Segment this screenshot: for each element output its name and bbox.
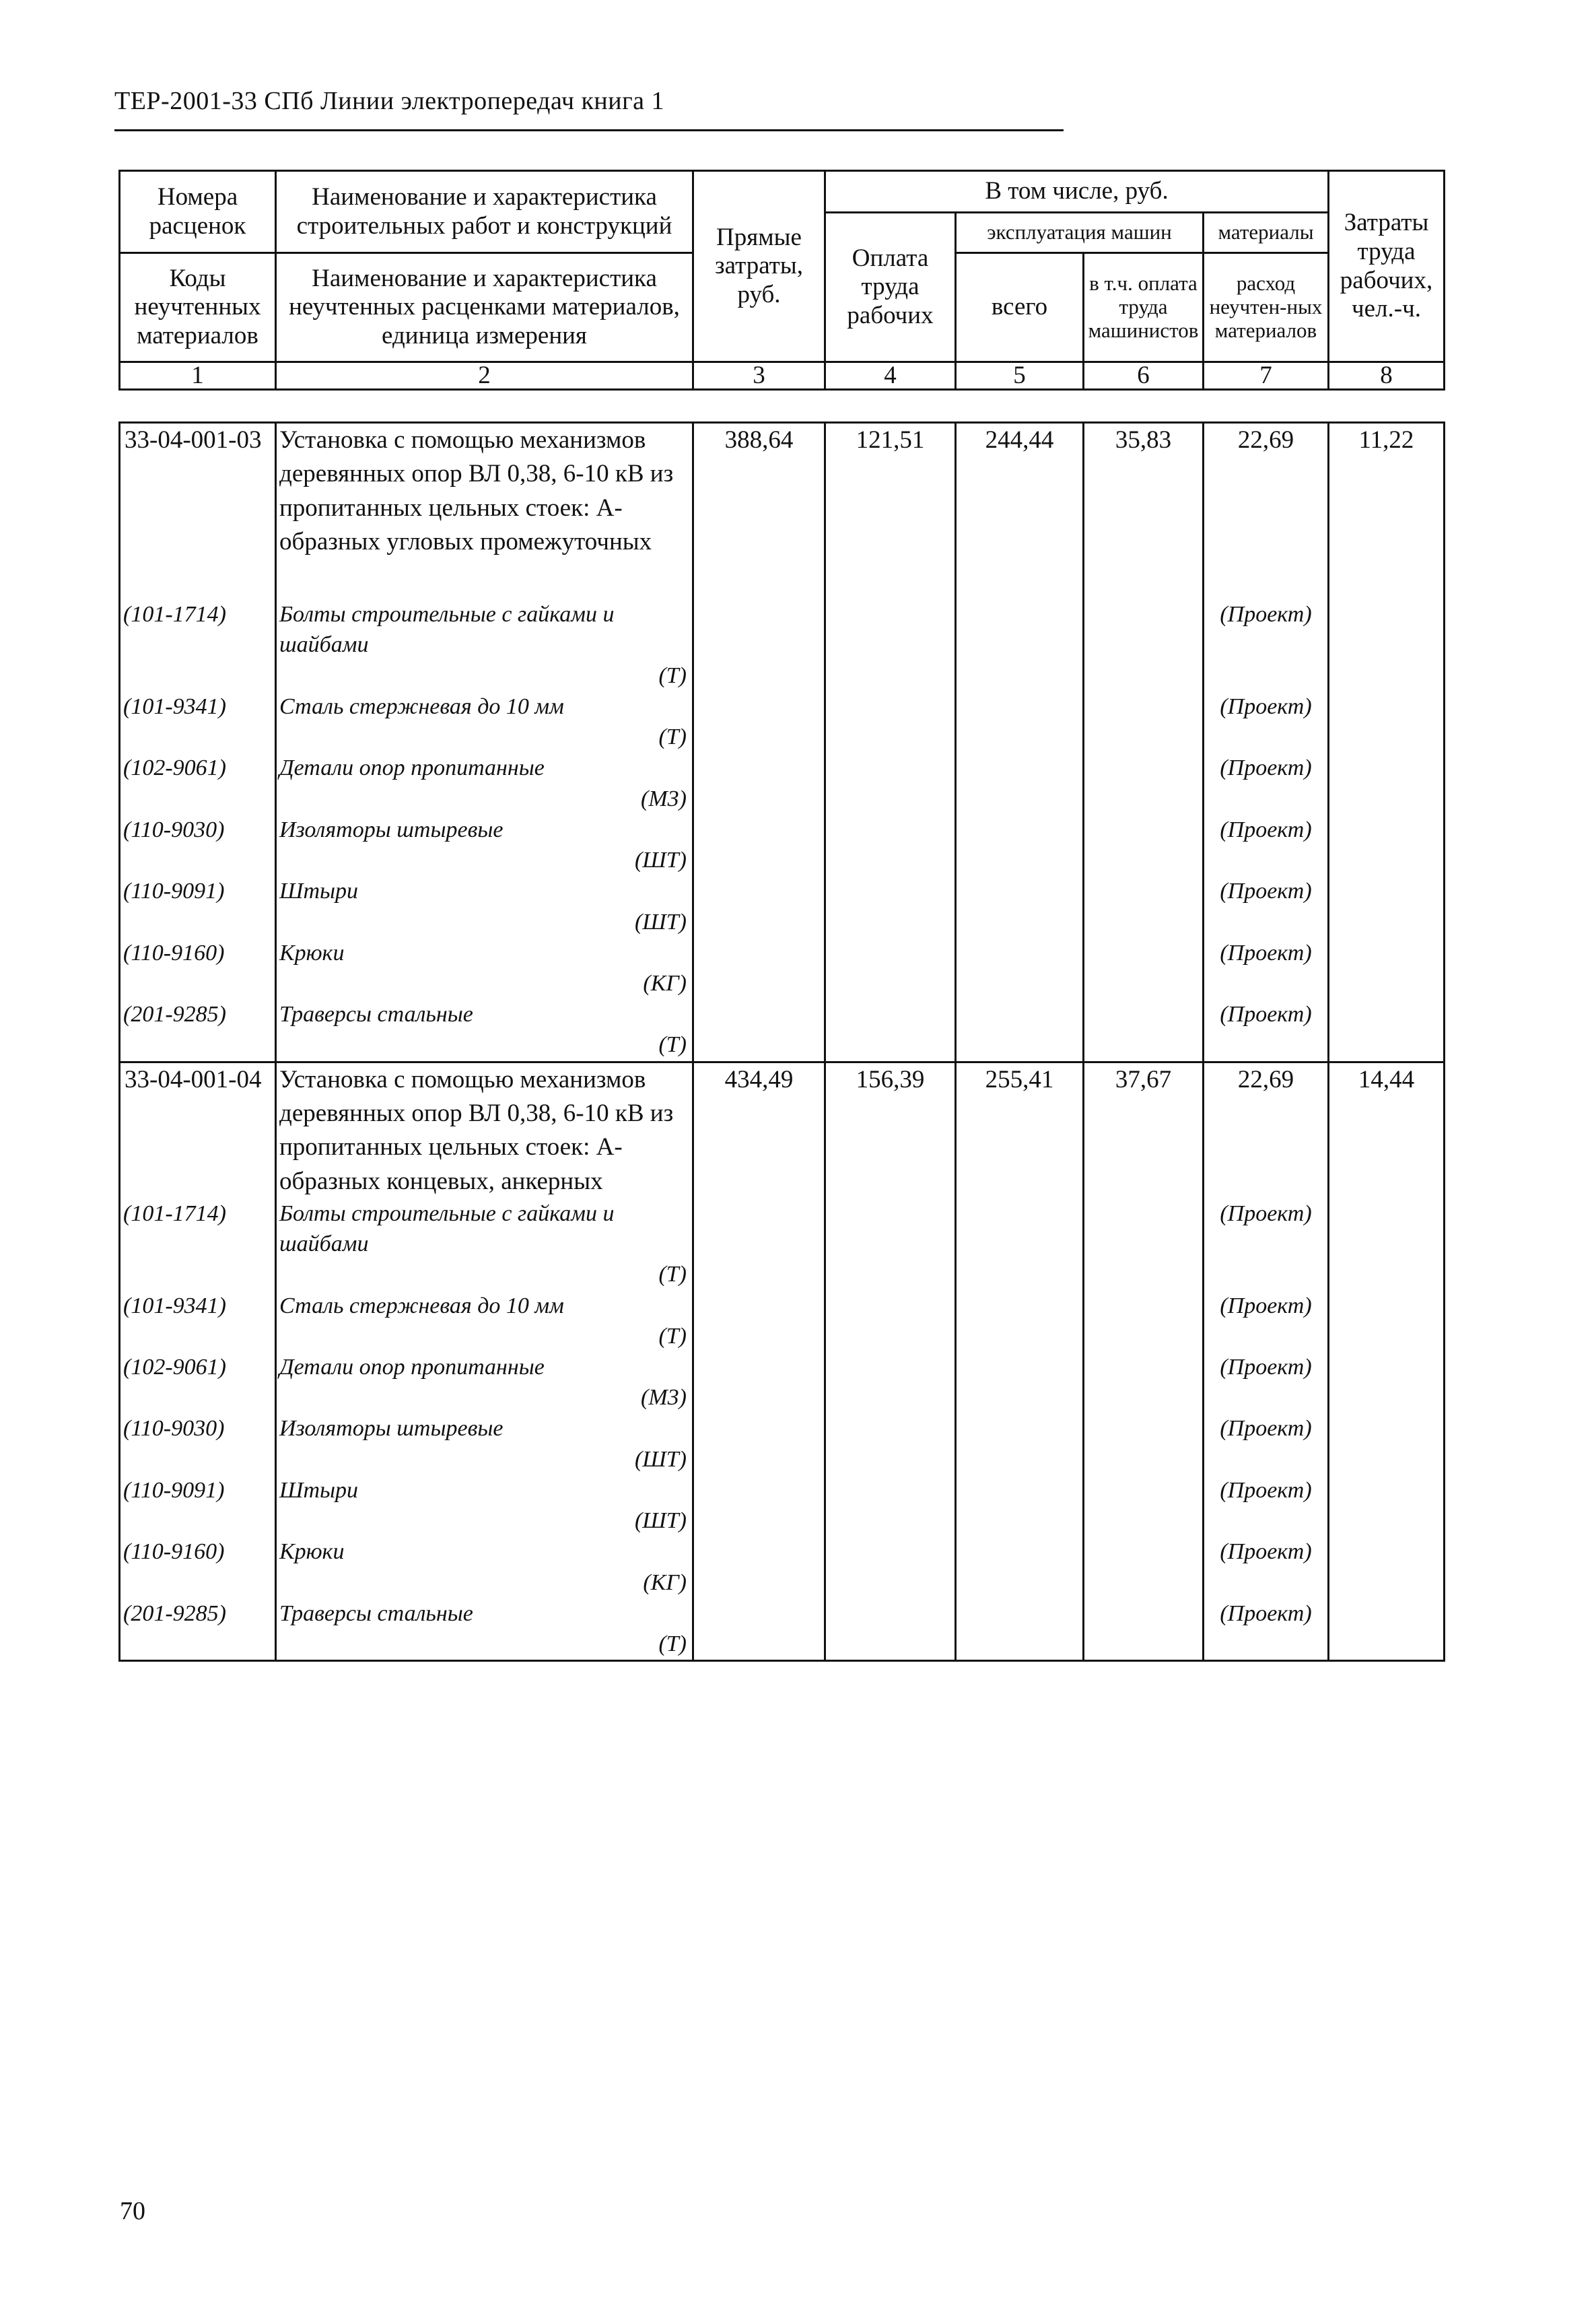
- col-number: 3: [693, 362, 825, 390]
- col-number: 6: [1084, 362, 1204, 390]
- col4-header: Оплата труда рабочих: [825, 213, 956, 362]
- machines-header: эксплуатация машин: [956, 213, 1204, 253]
- material-unit: (КГ): [643, 970, 687, 996]
- material-rate: (Проект): [1204, 1598, 1329, 1661]
- material-unit: (М3): [641, 786, 687, 811]
- material-code: (102-9061): [120, 1352, 276, 1413]
- rate-name: Установка с помощью механизмов деревянных опор ВЛ 0,38, 6-10 кВ из пропитанных цельных стоек: А-образных концевых, анкерных: [276, 1062, 693, 1198]
- material-rate: (Проект): [1204, 876, 1329, 937]
- col-number: 5: [956, 362, 1084, 390]
- col7-header: расход неучтен-ных материалов: [1204, 253, 1329, 362]
- material-unit: (ШТ): [634, 1508, 687, 1534]
- labor-cost: 121,51: [825, 423, 956, 560]
- material-row: [120, 691, 1445, 753]
- col1-top-header: Номера расценок: [120, 171, 276, 253]
- material-row: [120, 753, 1445, 814]
- rate-row: [120, 423, 1445, 560]
- material-unit: (КГ): [643, 1569, 687, 1595]
- material-row: [120, 815, 1445, 876]
- col2-bottom-header: Наименование и характеристика неучтенных расценками материалов, единица измерения: [276, 253, 693, 362]
- material-name: Штыри: [279, 1477, 359, 1503]
- running-header: ТЕР-2001-33 СПб Линии электропередач книга 1: [114, 87, 665, 115]
- material-row: [120, 599, 1445, 691]
- machinists-cost: 35,83: [1084, 423, 1204, 560]
- material-unit: (Т): [658, 1323, 687, 1349]
- material-name: Траверсы стальные: [279, 1002, 473, 1027]
- material-unit: (Т): [658, 663, 687, 688]
- table-header: [118, 170, 1445, 391]
- material-code: (110-9091): [120, 876, 276, 937]
- material-rate: (Проект): [1204, 1475, 1329, 1536]
- col3-header: Прямые затраты, руб.: [693, 171, 825, 362]
- material-code: (110-9160): [120, 1536, 276, 1598]
- material-row: [120, 1198, 1445, 1291]
- material-code: (101-1714): [120, 599, 276, 691]
- col2-top-header: Наименование и характеристика строительных работ и конструкций: [276, 171, 693, 253]
- material-name: Изоляторы штыревые: [279, 1416, 504, 1442]
- material-rate: (Проект): [1204, 1198, 1329, 1291]
- material-unit: (ШТ): [634, 909, 687, 935]
- incl-header: В том числе, руб.: [825, 171, 1329, 213]
- material-name: Болты строительные с гайками и шайбами: [279, 1200, 615, 1257]
- col5-header: всего: [956, 253, 1084, 362]
- material-row: [120, 1536, 1445, 1598]
- material-name: Болты строительные с гайками и шайбами: [279, 602, 615, 658]
- material-unit: (М3): [641, 1385, 687, 1411]
- material-row: [120, 1413, 1445, 1475]
- material-unit: (Т): [658, 724, 687, 750]
- material-name: Траверсы стальные: [279, 1600, 473, 1626]
- material-code: (101-9341): [120, 691, 276, 753]
- direct-cost: 434,49: [693, 1062, 825, 1198]
- col-number: 7: [1204, 362, 1329, 390]
- labor-hours: 11,22: [1329, 423, 1445, 560]
- material-unit: (Т): [658, 1631, 687, 1657]
- material-name: Изоляторы штыревые: [279, 817, 504, 842]
- material-code: (110-9030): [120, 815, 276, 876]
- material-code: (110-9160): [120, 938, 276, 999]
- material-name: Крюки: [279, 940, 345, 966]
- col1-bottom-header: Коды неучтенных материалов: [120, 253, 276, 362]
- material-row: [120, 1352, 1445, 1413]
- material-name: Сталь стержневая до 10 мм: [279, 1293, 564, 1318]
- material-code: (101-9341): [120, 1291, 276, 1352]
- col-number: 8: [1329, 362, 1445, 390]
- material-code: (110-9091): [120, 1475, 276, 1536]
- material-rate: (Проект): [1204, 691, 1329, 753]
- material-rate: (Проект): [1204, 599, 1329, 691]
- labor-hours: 14,44: [1329, 1062, 1445, 1198]
- material-rate: (Проект): [1204, 1536, 1329, 1598]
- machinists-cost: 37,67: [1084, 1062, 1204, 1198]
- machines-total: 255,41: [956, 1062, 1084, 1198]
- header-rule: [114, 129, 1064, 131]
- material-unit: (Т): [658, 1032, 687, 1058]
- material-unit: (Т): [658, 1262, 687, 1287]
- rates-table: [118, 421, 1445, 1662]
- material-rate: (Проект): [1204, 753, 1329, 814]
- material-unit: (ШТ): [634, 1446, 687, 1472]
- direct-cost: 388,64: [693, 423, 825, 560]
- page-number: 70: [120, 2197, 145, 2225]
- col8-header: Затраты труда рабочих, чел.-ч.: [1329, 171, 1445, 362]
- material-code: (110-9030): [120, 1413, 276, 1475]
- material-rate: (Проект): [1204, 938, 1329, 999]
- rate-row: [120, 1062, 1445, 1198]
- material-code: (102-9061): [120, 753, 276, 814]
- material-row: [120, 1598, 1445, 1661]
- material-name: Крюки: [279, 1539, 345, 1565]
- rate-code: 33-04-001-03: [120, 423, 276, 560]
- material-row: [120, 938, 1445, 999]
- material-rate: (Проект): [1204, 815, 1329, 876]
- material-name: Детали опор пропитанные: [279, 755, 545, 781]
- material-code: (101-1714): [120, 1198, 276, 1291]
- material-rate: (Проект): [1204, 999, 1329, 1062]
- materials-cost: 22,69: [1204, 1062, 1329, 1198]
- col-number: 4: [825, 362, 956, 390]
- col6-header: в т.ч. оплата труда машинистов: [1084, 253, 1204, 362]
- material-name: Штыри: [279, 879, 359, 904]
- labor-cost: 156,39: [825, 1062, 956, 1198]
- material-row: [120, 999, 1445, 1062]
- material-rate: (Проект): [1204, 1291, 1329, 1352]
- material-row: [120, 876, 1445, 937]
- col-number: 2: [276, 362, 693, 390]
- material-unit: (ШТ): [634, 848, 687, 873]
- machines-total: 244,44: [956, 423, 1084, 560]
- material-name: Детали опор пропитанные: [279, 1355, 545, 1380]
- material-row: [120, 1475, 1445, 1536]
- material-rate: (Проект): [1204, 1352, 1329, 1413]
- material-name: Сталь стержневая до 10 мм: [279, 694, 564, 719]
- col-number: 1: [120, 362, 276, 390]
- rate-code: 33-04-001-04: [120, 1062, 276, 1198]
- material-code: (201-9285): [120, 1598, 276, 1661]
- material-rate: (Проект): [1204, 1413, 1329, 1475]
- material-code: (201-9285): [120, 999, 276, 1062]
- rate-name: Установка с помощью механизмов деревянных опор ВЛ 0,38, 6-10 кВ из пропитанных цельных стоек: А-образных угловых промежуточных: [276, 423, 693, 560]
- materials-header: материалы: [1204, 213, 1329, 253]
- material-row: [120, 1291, 1445, 1352]
- materials-cost: 22,69: [1204, 423, 1329, 560]
